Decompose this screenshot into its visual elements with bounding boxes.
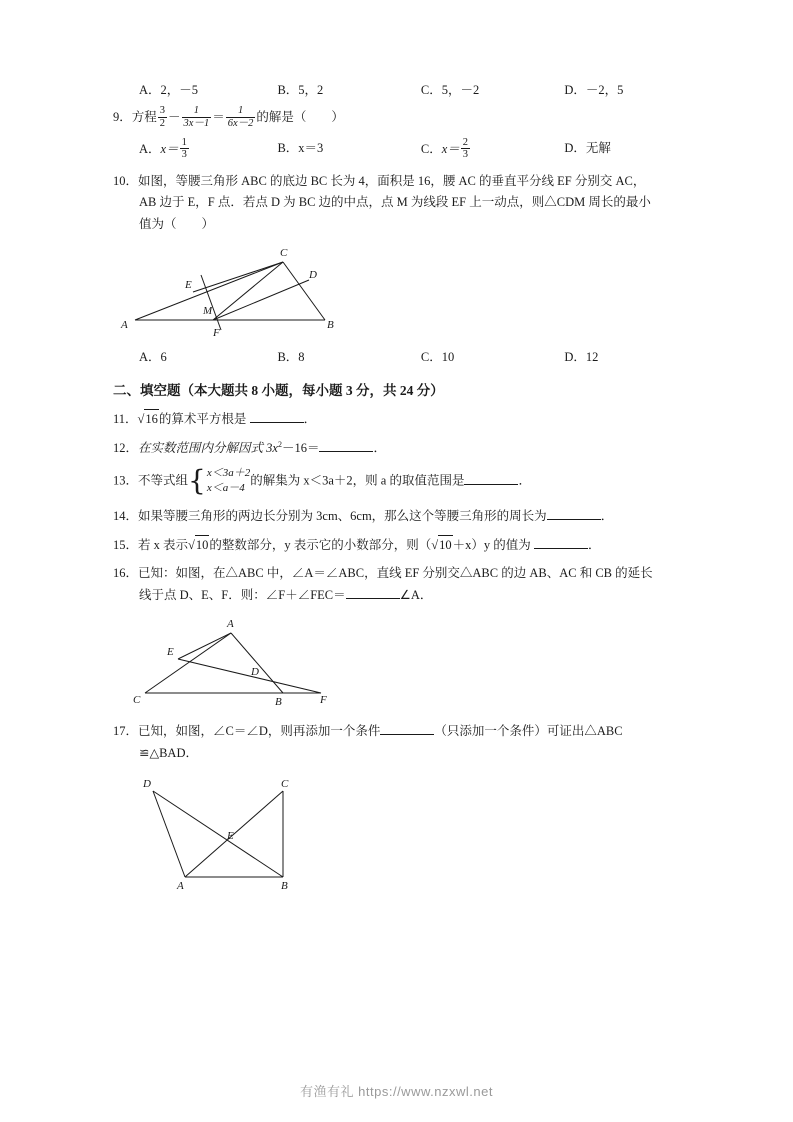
- q17-line-1-a: 已知，如图，∠C＝∠D，则再添加一个条件: [138, 724, 381, 739]
- svg-text:C: C: [280, 247, 288, 260]
- q14-period: ．: [600, 508, 614, 523]
- q13-period: ．: [518, 473, 531, 488]
- question-17: [113, 722, 683, 741]
- svg-text:B: B: [275, 696, 282, 709]
- svg-text:A: A: [227, 618, 234, 631]
- q15-pre: 若 x 表示: [138, 538, 189, 553]
- q16-line-2: [139, 586, 683, 605]
- q16-number: 16．: [113, 566, 139, 581]
- q15-answer-blank[interactable]: [534, 536, 588, 549]
- q13-lead: 不等式组: [138, 473, 189, 488]
- q11-period: ．: [303, 412, 317, 427]
- svg-text:D: D: [309, 269, 317, 282]
- q12-number: 12．: [113, 440, 139, 455]
- q14-text: 如果等腰三角形的两边长分别为 3cm、6cm，那么这个等腰三角形的周长为: [138, 508, 547, 523]
- question-16: [113, 564, 683, 583]
- svg-text:B: B: [281, 879, 288, 892]
- q16-figure: [123, 611, 683, 716]
- q10-option-b[interactable]: B．8: [277, 350, 305, 365]
- q13-number: 13．: [113, 473, 139, 488]
- q10-option-d[interactable]: D．12: [564, 350, 599, 365]
- q8-option-c[interactable]: C．5，－2: [420, 83, 480, 97]
- svg-text:E: E: [167, 646, 174, 659]
- q9-lead: 方程: [131, 110, 157, 125]
- svg-text:C: C: [133, 694, 141, 707]
- q12-answer-blank[interactable]: [319, 439, 373, 452]
- q16-line-1: 已知：如图，在△ABC 中，∠A＝∠ABC，直线 EF 分别交△ABC 的边 AB、AC 和 CB 的延长: [138, 566, 653, 581]
- q15-number: 15．: [113, 538, 139, 553]
- q14-answer-blank[interactable]: [547, 507, 601, 520]
- q9-option-d[interactable]: D．无解: [564, 140, 611, 155]
- q12-period: ．: [373, 440, 386, 455]
- question-11: [113, 409, 683, 429]
- q17-figure: [123, 773, 683, 898]
- q15-sqrt-1: √10: [188, 535, 209, 555]
- q9-fraction-2: $\frac{1}{3x-1}$: [183, 105, 210, 129]
- q15-mid: 的整数部分，y 表示它的小数部分，则（: [209, 538, 432, 553]
- q10-line-3: 值为（ ）: [139, 216, 215, 231]
- section-2-title: 二、填空题（本大题共 8 小题，每小题 3 分，共 24 分）: [113, 383, 444, 399]
- q10-option-c[interactable]: C．10: [420, 350, 455, 365]
- q16-line-2-b: ∠A．: [399, 587, 433, 602]
- q9-option-b[interactable]: B．x＝3: [277, 140, 324, 155]
- watermark: 有渔有礼 https://www.nzxwl.net: [300, 1084, 493, 1099]
- q17-number: 17．: [113, 724, 139, 739]
- svg-text:A: A: [177, 879, 184, 892]
- q16-answer-blank[interactable]: [346, 586, 400, 599]
- q16-line-2-a: 线于点 D、E、F．则：∠F＋∠FEC＝: [139, 587, 346, 602]
- svg-text:A: A: [121, 319, 128, 332]
- q9-minus: －: [168, 110, 181, 125]
- q15-period: ．: [587, 538, 601, 553]
- svg-text:D: D: [251, 666, 259, 679]
- q9-tail: 的解是（ ）: [256, 110, 344, 125]
- q8-option-b[interactable]: B．5，2: [277, 83, 324, 97]
- q9-fraction-3: $\frac{1}{6x-2}$: [227, 105, 254, 129]
- svg-text:F: F: [320, 694, 327, 707]
- q11-number: 11．: [113, 412, 138, 427]
- svg-text:M: M: [203, 305, 213, 318]
- q14-number: 14．: [113, 508, 139, 523]
- question-12: [113, 439, 683, 459]
- q11-sqrt: √16: [138, 409, 159, 429]
- q12-text-b: －16＝: [281, 440, 320, 455]
- q10-option-a[interactable]: A．6: [139, 350, 167, 365]
- q9-equals: ＝: [212, 110, 225, 125]
- page-content: [113, 80, 683, 900]
- q12-text-a: 在实数范围内分解因式 3x: [138, 440, 278, 455]
- q10-options: [139, 347, 683, 365]
- q9-option-a[interactable]: A．x＝ $\frac{1}{3}$: [139, 136, 187, 161]
- q13-system: { x＜3a＋2 x＜a－4: [188, 463, 251, 497]
- q10-figure: [113, 240, 683, 345]
- svg-text:C: C: [281, 777, 289, 790]
- q13-answer-blank[interactable]: [464, 472, 518, 485]
- q10-number: 10．: [113, 174, 139, 188]
- q15-sqrt-2: √10: [431, 535, 452, 555]
- q17-answer-blank[interactable]: [380, 722, 434, 735]
- q17-line-1-b: （只添加一个条件）可证出△ABC: [434, 724, 623, 739]
- question-13: [113, 463, 683, 497]
- svg-text:B: B: [327, 319, 334, 332]
- q9-number: 9．: [113, 110, 132, 125]
- svg-text:E: E: [185, 279, 192, 292]
- q11-text: 的算术平方根是: [158, 412, 247, 427]
- q13-mid: 的解集为 x＜3a＋2，则 a 的取值范围是: [250, 473, 465, 488]
- question-14: [113, 507, 683, 526]
- q9-options: [139, 138, 683, 163]
- q10-line-1: 如图，等腰三角形 ABC 的底边 BC 长为 4，面积是 16，腰 AC 的垂直平分线 EF 分别交 AC，: [138, 174, 646, 188]
- question-15: [113, 535, 683, 555]
- q11-answer-blank[interactable]: [250, 410, 304, 423]
- q15-mid-2: ＋x）y 的值为: [452, 538, 531, 553]
- q9-option-c[interactable]: C．x＝ $\frac{2}{3}$: [420, 136, 469, 161]
- q10-line-2: AB 边于 E，F 点．若点 D 为 BC 边的中点，点 M 为线段 EF 上一动点，则△CDM 周长的最小: [139, 195, 651, 210]
- q8-option-a[interactable]: A．2，－5: [139, 83, 199, 97]
- q9-fraction-1: $\frac{3}{2}$: [159, 105, 166, 129]
- question-10: [113, 172, 683, 191]
- svg-text:D: D: [143, 777, 151, 790]
- question-9: [113, 106, 683, 131]
- q12-exponent: 2: [277, 439, 282, 449]
- svg-text:E: E: [227, 829, 234, 842]
- svg-text:F: F: [213, 327, 220, 340]
- q8-option-d[interactable]: D．－2，5: [564, 83, 624, 97]
- q8-options: [139, 80, 683, 98]
- q17-line-2: ≌△BAD．: [139, 745, 198, 760]
